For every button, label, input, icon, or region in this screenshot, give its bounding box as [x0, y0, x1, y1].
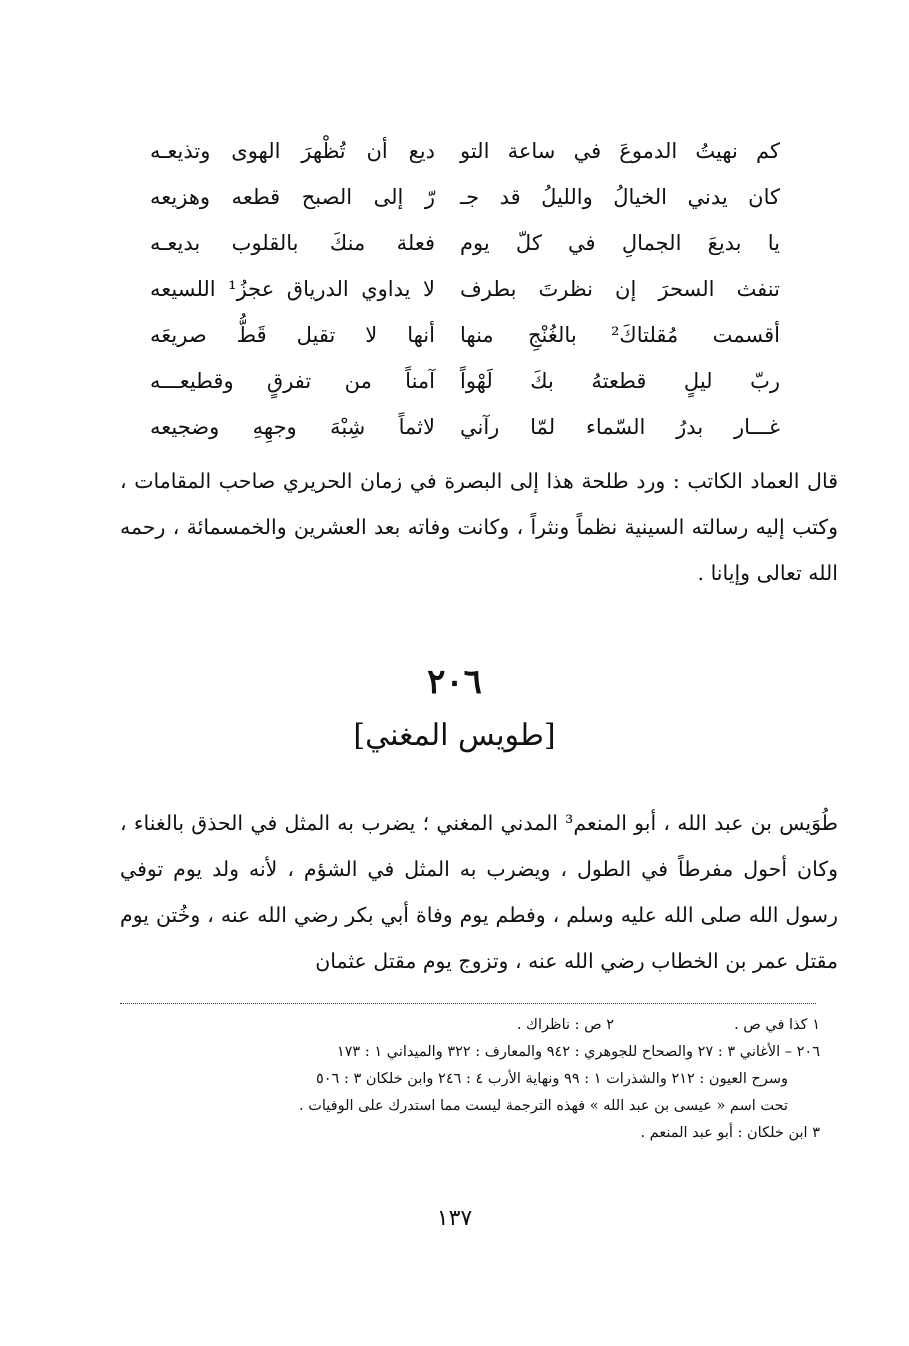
poem-verse: [150, 220, 780, 266]
footnote-divider: [120, 1003, 816, 1004]
poem-verse: [150, 404, 780, 450]
poem-verse: [150, 312, 780, 358]
footnote-references: ٢٠٦ – الأغاني ٣ : ٢٧ والصحاح للجوهري : ٩٤٢ والمعارف : ٣٢٢ والميداني ١ : ١٧٣: [336, 1044, 820, 1060]
verse-second-hemistich: أنها لا تقيل قَطُّ صريعَه: [150, 323, 435, 347]
verse-second-hemistich: ديع أن تُظْهرَ الهوى وتذيعـه: [150, 139, 435, 163]
verse-first-hemistich: تنفث السحرَ إن نظرتَ بطرف: [460, 277, 780, 301]
paragraph-imad-quote: قال العماد الكاتب : ورد طلحة هذا إلى البصرة في زمان الحريري صاحب المقامات ، وكتب إليه رسالته السينية نظماً ونثراً ، وكانت وفاته بعد العشرين والخمسمائة ، رحمه الله تعالى وإيانا .: [120, 469, 838, 585]
verse-first-hemistich: أقسمت مُقلتاكَ² بالغُنْجِ منها: [460, 323, 780, 347]
footnote-row: [120, 1012, 820, 1039]
verse-first-hemistich: يا بديعَ الجمالِ في كلّ يوم: [460, 231, 780, 255]
verse-second-hemistich: لا يداوي الدرياق عجزُ¹ اللسيعه: [150, 277, 436, 301]
poem-verse: [150, 266, 780, 312]
footnote-2: ٢ ص : ناظراك .: [516, 1017, 615, 1033]
poem-block: [150, 128, 780, 450]
verse-second-hemistich: فعلة منكَ بالقلوب بديعـه: [150, 231, 435, 255]
footnote-3: ٣ ابن خلكان : أبو عبد المنعم .: [640, 1125, 820, 1141]
page-number: ١٣٧: [436, 1206, 473, 1231]
section-number: ٢٠٦: [427, 662, 482, 702]
poem-verse: [150, 358, 780, 404]
footnotes: [120, 1012, 820, 1147]
footnote-references-note: تحت اسم « عيسى بن عبد الله » فهذه الترجمة ليست مما استدرك على الوفيات .: [299, 1098, 788, 1114]
paragraph-biography: طُوَيس بن عبد الله ، أبو المنعم³ المدني المغني ؛ يضرب به المثل في الحذق بالغناء ، وكان أحول مفرطاً في الطول ، ويضرب به المثل في الشؤم ، لأنه ولد يوم توفي رسول الله صلى الله عليه وسلم ، وفطم يوم وفاة أبي بكر رضي الله عنه ، وخُتن يوم مقتل عمر بن الخطاب رضي الله عنه ، وتزوج يوم مقتل عثمان: [120, 811, 838, 973]
footnote-references-cont: وسرح العيون : ٢١٢ والشذرات ١ : ٩٩ ونهاية الأرب ٤ : ٢٤٦ وابن خلكان ٣ : ٥٠٦: [315, 1071, 788, 1087]
verse-first-hemistich: كان يدني الخيالُ والليلُ قد جـ: [460, 185, 780, 209]
verse-second-hemistich: لاثماً شِبْهَ وجهِهِ وضجيعه: [150, 415, 435, 439]
verse-first-hemistich: كم نهيتُ الدموعَ في ساعة التو: [460, 139, 780, 163]
poem-verse: [150, 174, 780, 220]
section-title: [طويس المغني]: [353, 718, 556, 753]
verse-first-hemistich: ربّ ليلٍ قطعتهُ بكَ لَهْواً: [460, 369, 780, 393]
verse-first-hemistich: غـــار بدرُ السّماء لمّا رآني: [460, 415, 780, 439]
footnote-1: ١ كذا في ص .: [734, 1017, 820, 1033]
poem-verse: [150, 128, 780, 174]
verse-second-hemistich: آمناً من تفرقٍ وقطيعـــه: [150, 369, 435, 393]
verse-second-hemistich: رّ إلى الصبح قطعه وهزيعه: [150, 185, 435, 209]
